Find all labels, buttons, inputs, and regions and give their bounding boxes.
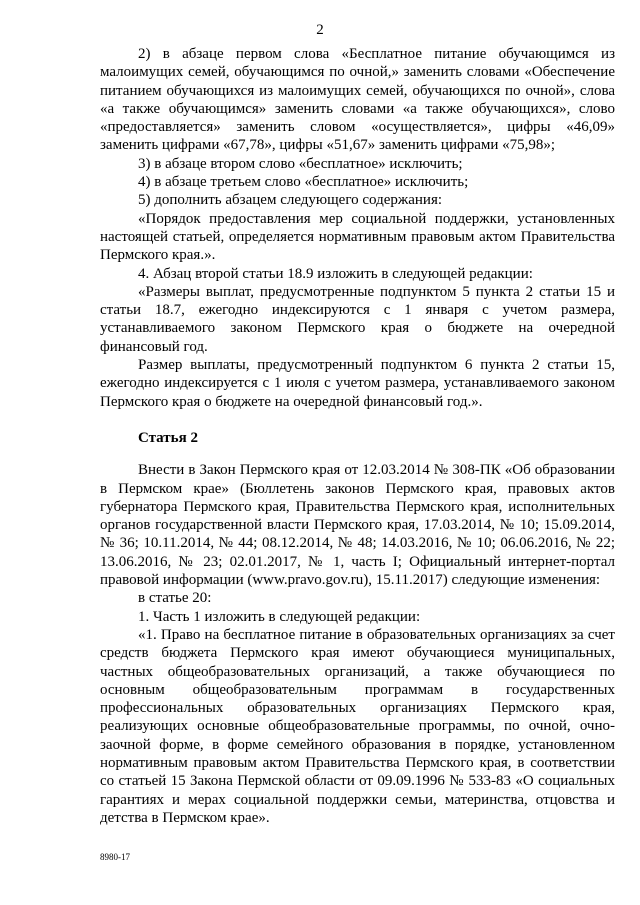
paragraph: 4) в абзаце третьем слово «бесплатное» исключить; bbox=[138, 174, 469, 191]
article-heading: Статья 2 bbox=[138, 429, 198, 446]
paragraph: 5) дополнить абзацем следующего содержания: bbox=[138, 192, 443, 209]
paragraph: «Размеры выплат, предусмотренные подпунктом 5 пункта 2 статьи 15 и статьи 18.7, ежегодно индексируются с 1 января с учетом размера, устанавливаемого законом Пермского края о бюджете на очередной финансовый год. bbox=[100, 283, 615, 355]
paragraph: Внести в Закон Пермского края от 12.03.2014 № 308-ПК «Об образовании в Пермском крае» (Бюллетень законов Пермского края, правовых актов губернатора Пермского края, Правительства Пермского края, исполнительных органов государственной власти Пермского края, 17.03.2014, № 10; 15.09.2014, № 36; 10.11.2014, № 44; 08.12.2014, № 48; 14.03.2016, № 10; 06.06.2016, № 22; 13.06.2016, № 23; 02.01.2017, № 1, часть I; Официальный интернет-портал правовой информации (www.pravo.gov.ru), 15.11.2017) следующие изменения: bbox=[100, 462, 615, 589]
spacer bbox=[100, 411, 615, 429]
document-body bbox=[100, 45, 615, 827]
page-number: 2 bbox=[316, 22, 324, 38]
paragraph: 3) в абзаце втором слово «бесплатное» исключить; bbox=[138, 155, 463, 172]
paragraph: «1. Право на бесплатное питание в образовательных организациях за счет средств бюджета Пермского края имеют обучающиеся муниципальных, частных общеобразовательных организаций, а также обучающиеся по основным общеобразовательным программам в государственных профессиональных образовательных организациях Пермского края, реализующих основные общеобразовательные программы, по очной, очно-заочной форме, в форме семейного образования в порядке, установленном нормативным правовым актом Правительства Пермского края, в соответствии со статьей 15 Закона Пермской области от 09.09.1996 № 533-83 «О социальных гарантиях и мерах социальной поддержки семьи, материнства, отцовства и детства в Пермском крае». bbox=[100, 626, 615, 826]
spacer bbox=[100, 447, 615, 461]
paragraph: 2) в абзаце первом слова «Бесплатное питание обучающимся из малоимущих семей, обучающимся по очной,» заменить словами «Обеспечение питанием обучающихся из малоимущих семей, обучающихся по очной», слова «а также обучающимся» заменить словами «а также обучающихся», слово «предоставляется» заменить словом «осуществляется», цифры «46,09» заменить цифрами «67,78», цифры «51,67» заменить цифрами «75,98»; bbox=[100, 46, 615, 154]
paragraph: «Порядок предоставления мер социальной поддержки, установленных настоящей статьей, определяется нормативным правовым актом Правительства Пермского края.». bbox=[100, 210, 615, 264]
document-code: 8980-17 bbox=[100, 852, 130, 862]
paragraph: Размер выплаты, предусмотренный подпунктом 6 пункта 2 статьи 15, ежегодно индексируется с 1 июля с учетом размера, устанавливаемого законом Пермского края о бюджете на очередной финансовый год.». bbox=[100, 357, 615, 410]
paragraph: в статье 20: bbox=[138, 590, 212, 607]
paragraph: 1. Часть 1 изложить в следующей редакции: bbox=[138, 608, 421, 625]
paragraph: 4. Абзац второй статьи 18.9 изложить в следующей редакции: bbox=[138, 265, 533, 282]
